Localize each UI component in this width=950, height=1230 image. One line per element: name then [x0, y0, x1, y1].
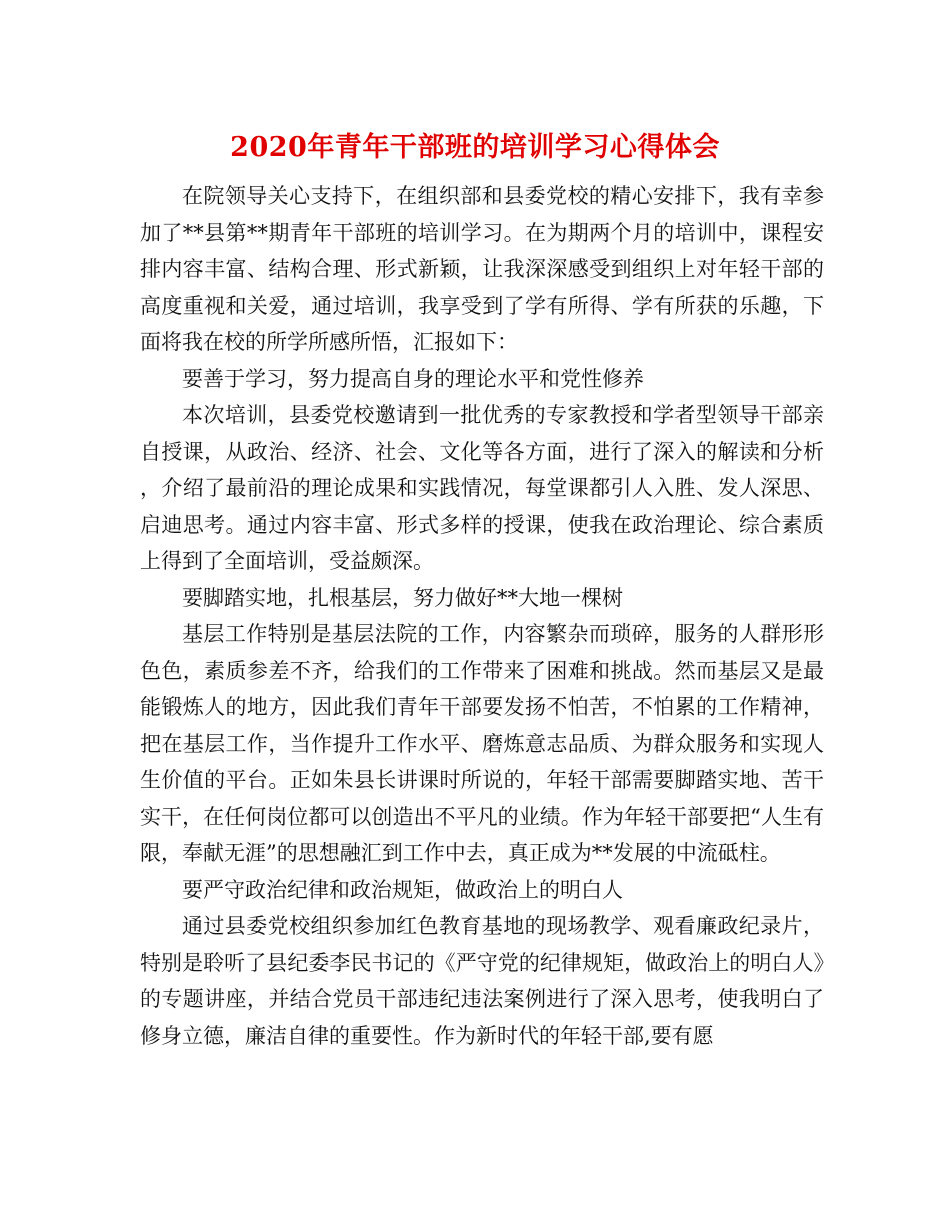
- document-title: 2020年青年干部班的培训学习心得体会: [230, 132, 720, 163]
- section-heading-grassroots: 要脚踏实地，扎根基层，努力做好**大地一棵树: [182, 585, 623, 610]
- document-body: [140, 178, 824, 1054]
- grassroots-paragraph: 基层工作特别是基层法院的工作，内容繁杂而琐碎，服务的人群形形色色，素质参差不齐，给我们的工作带来了困难和挑战。然而基层又是最能锻炼人的地方，因此我们青年干部要发扬不怕苦，不怕累的工作精神，把在基层工作，当作提升工作水平、磨炼意志品质、为群众服务和实现人生价值的平台。正如朱县长讲课时所说的，年轻干部需要脚踏实地、苦干实干，在任何岗位都可以创造出不平凡的业绩。作为年轻干部要把“人生有限，奉献无涯”的思想融汇到工作中去，真正成为**发展的中流砥柱。: [140, 622, 824, 865]
- intro-paragraph: 在院领导关心支持下，在组织部和县委党校的精心安排下，我有幸参加了**县第**期青年干部班的培训学习。在为期两个月的培训中，课程安排内容丰富、结构合理、形式新颖，让我深深感受到组织上对年轻干部的高度重视和关爱，通过培训，我享受到了学有所得、学有所获的乐趣，下面将我在校的所学所感所悟，汇报如下：: [140, 184, 824, 354]
- study-paragraph: 本次培训，县委党校邀请到一批优秀的专家教授和学者型领导干部亲自授课，从政治、经济、社会、文化等各方面，进行了深入的解读和分析，介绍了最前沿的理论成果和实践情况，每堂课都引人入胜、发人深思、启迪思考。通过内容丰富、形式多样的授课，使我在政治理论、综合素质上得到了全面培训，受益颇深。: [140, 403, 824, 573]
- discipline-paragraph: 通过县委党校组织参加红色教育基地的现场教学、观看廉政纪录片，特别是聆听了县纪委李民书记的《严守党的纪律规矩，做政治上的明白人》的专题讲座，并结合党员干部违纪违法案例进行了深入思考，使我明白了修身立德，廉洁自律的重要性。作为新时代的年轻干部,要有愿: [140, 914, 824, 1048]
- section-heading-study: 要善于学习，努力提高自身的理论水平和党性修养: [182, 366, 644, 391]
- section-heading-discipline: 要严守政治纪律和政治规矩，做政治上的明白人: [182, 877, 623, 902]
